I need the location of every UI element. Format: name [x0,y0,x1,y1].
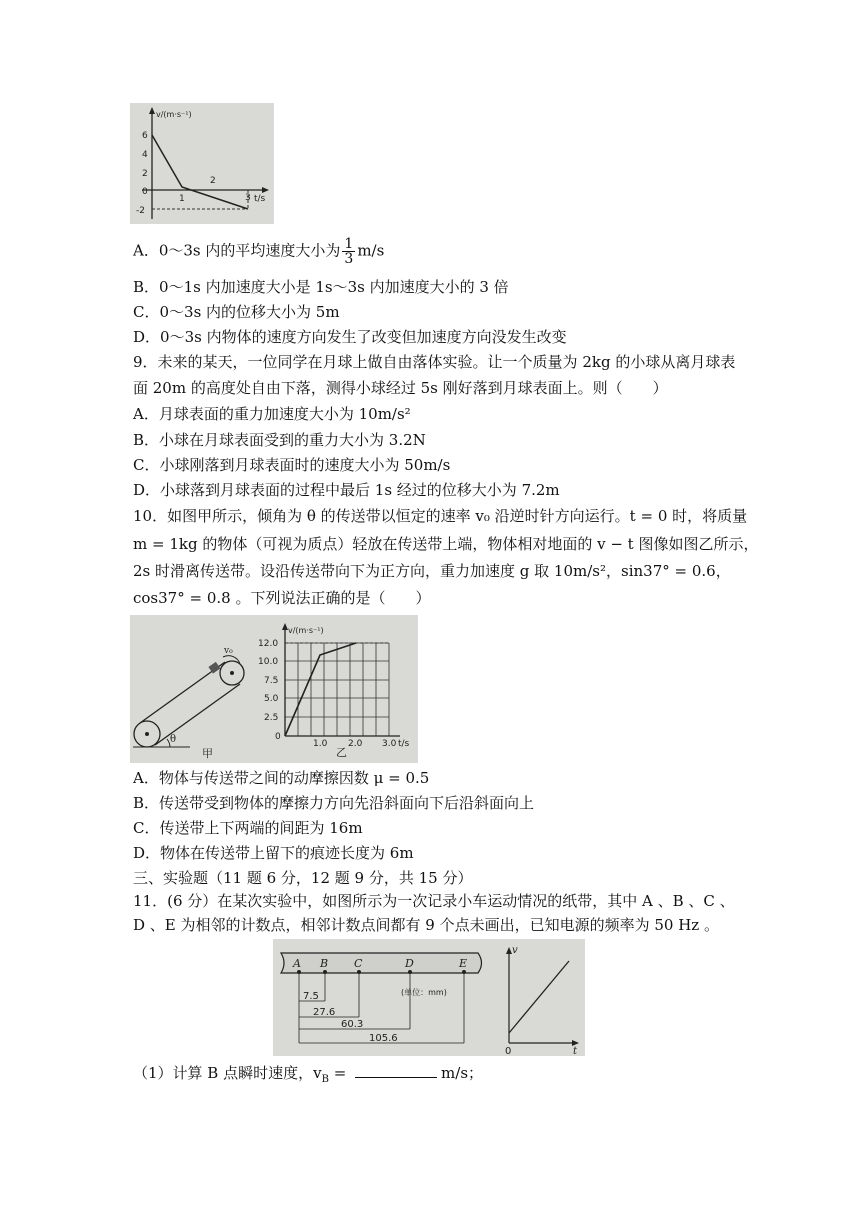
q10-option-c: C．传送带上下两端的间距为 16m [133,819,363,837]
answer-blank[interactable] [355,1063,437,1078]
q10-option-d: D．物体在传送带上留下的痕迹长度为 6m [133,844,414,862]
fig1-x-tick: 1 [179,194,185,204]
section-three-title: 三、实验题（11 题 6 分，12 题 9 分，共 15 分） [133,869,473,887]
distance-ae: 105.6 [369,1033,398,1044]
figure-paper-tape-q11 [273,939,585,1056]
tape-point-d: D [405,957,414,970]
fig2-y-tick: 0 [275,732,281,742]
figure-conveyor-q10 [130,615,418,763]
q8-option-c: C．0～3s 内的位移大小为 5m [133,303,340,321]
q8-option-b: B．0～1s 内加速度大小是 1s～3s 内加速度大小的 3 倍 [133,278,509,296]
fig2-y-tick: 7.5 [264,676,279,686]
q9-option-c: C．小球刚落到月球表面时的速度大小为 50m/s [133,456,451,474]
unit-label: (单位：mm) [401,988,447,997]
q10-stem-line2: m = 1kg 的物体（可视为质点）轻放在传送带上端，物体相对地面的 v − t 图像如图乙所示， [133,535,759,553]
fig2-y-tick: 2.5 [264,713,279,723]
q9-option-d: D．小球落到月球表面的过程中最后 1s 经过的位移大小为 7.2m [133,481,560,499]
theta-label: θ [170,734,177,745]
caption-yi: 乙 [336,746,347,759]
vt-v-label: v [512,945,518,956]
distance-ab: 7.5 [303,991,319,1002]
q11-stem-line1: 11．(6 分）在某次实验中，如图所示为一次记录小车运动情况的纸带，其中 A 、B 、C 、 [133,892,735,910]
q10-stem-line1: 10．如图甲所示，倾角为 θ 的传送带以恒定的速率 v₀ 沿逆时针方向运行。t = 0 时，将质量 [133,507,748,525]
vt-t-label: t [573,1046,578,1056]
q11-subquestion-1: （1）计算 B 点瞬时速度，$v_B = m/s$； [133,1064,484,1085]
q8-option-d: D．0～3s 内物体的速度方向发生了改变但加速度方向没发生改变 [133,328,567,346]
fig1-x-tick: 2 [210,176,216,186]
caption-jia: 甲 [202,747,213,760]
q9-stem-line1: 9．未来的某天，一位同学在月球上做自由落体实验。让一个质量为 2kg 的小球从离月球表 [133,353,736,371]
fig2-x-axis-label: t/s [398,739,410,749]
q9-option-a: A．月球表面的重力加速度大小为 10m/s² [133,405,411,423]
q10-option-a: A．物体与传送带之间的动摩擦因数 μ = 0.5 [133,769,430,787]
q9-stem-line2: 面 20m 的高度处自由下落，测得小球经过 5s 刚好落到月球表面上。则（ ） [133,379,668,397]
fig2-y-tick: 5.0 [264,694,279,704]
tape-point-c: C [354,957,363,970]
fig2-x-tick: 3.0 [382,739,397,749]
fig1-y-tick: 0 [142,187,148,197]
fig1-y-tick: 2 [142,169,148,179]
distance-ac: 27.6 [313,1007,336,1018]
fig1-y-tick: 4 [142,150,148,160]
fig2-x-tick: 1.0 [313,739,328,749]
fig1-y-tick: -2 [136,206,145,216]
q10-stem-line4: cos37° = 0.8 。下列说法正确的是（ ） [133,589,431,607]
v0-label: v₀ [224,646,233,656]
fraction-one-third: $\frac{1}{3}$ [344,236,354,267]
fig1-y-axis-label: v/(m·s⁻¹) [156,110,192,119]
figure-vt-graph-q8 [130,103,274,224]
q10-stem-line3: 2s 时滑离传送带。设沿传送带向下为正方向，重力加速度 g 取 10m/s²，sin37° = 0.6， [133,562,731,580]
fig1-x-tick: 3 [245,193,251,203]
fig2-x-tick: 2.0 [348,739,363,749]
q8-option-a: A．0～3s 内的平均速度大小为 $\frac{1}{3}$ m/s [133,236,385,267]
q10-option-b: B．传送带受到物体的摩擦力方向先沿斜面向下后沿斜面向上 [133,794,535,812]
distance-ad: 60.3 [341,1019,364,1030]
fig1-x-axis-label: t/s [254,194,266,204]
fig2-y-axis-label: v/(m·s⁻¹) [288,626,324,635]
tape-point-e: E [459,957,468,970]
fig2-y-tick: 12.0 [258,639,279,649]
vt-origin-label: 0 [505,1046,512,1056]
tape-point-a: A [293,957,301,970]
fig1-y-tick: 6 [142,131,148,141]
q9-option-b: B．小球在月球表面受到的重力大小为 3.2N [133,431,426,449]
q11-stem-line2: D 、E 为相邻的计数点，相邻计数点间都有 9 个点未画出，已知电源的频率为 50 Hz 。 [133,916,719,934]
tape-point-b: B [320,957,329,970]
fig2-y-tick: 10.0 [258,657,279,667]
